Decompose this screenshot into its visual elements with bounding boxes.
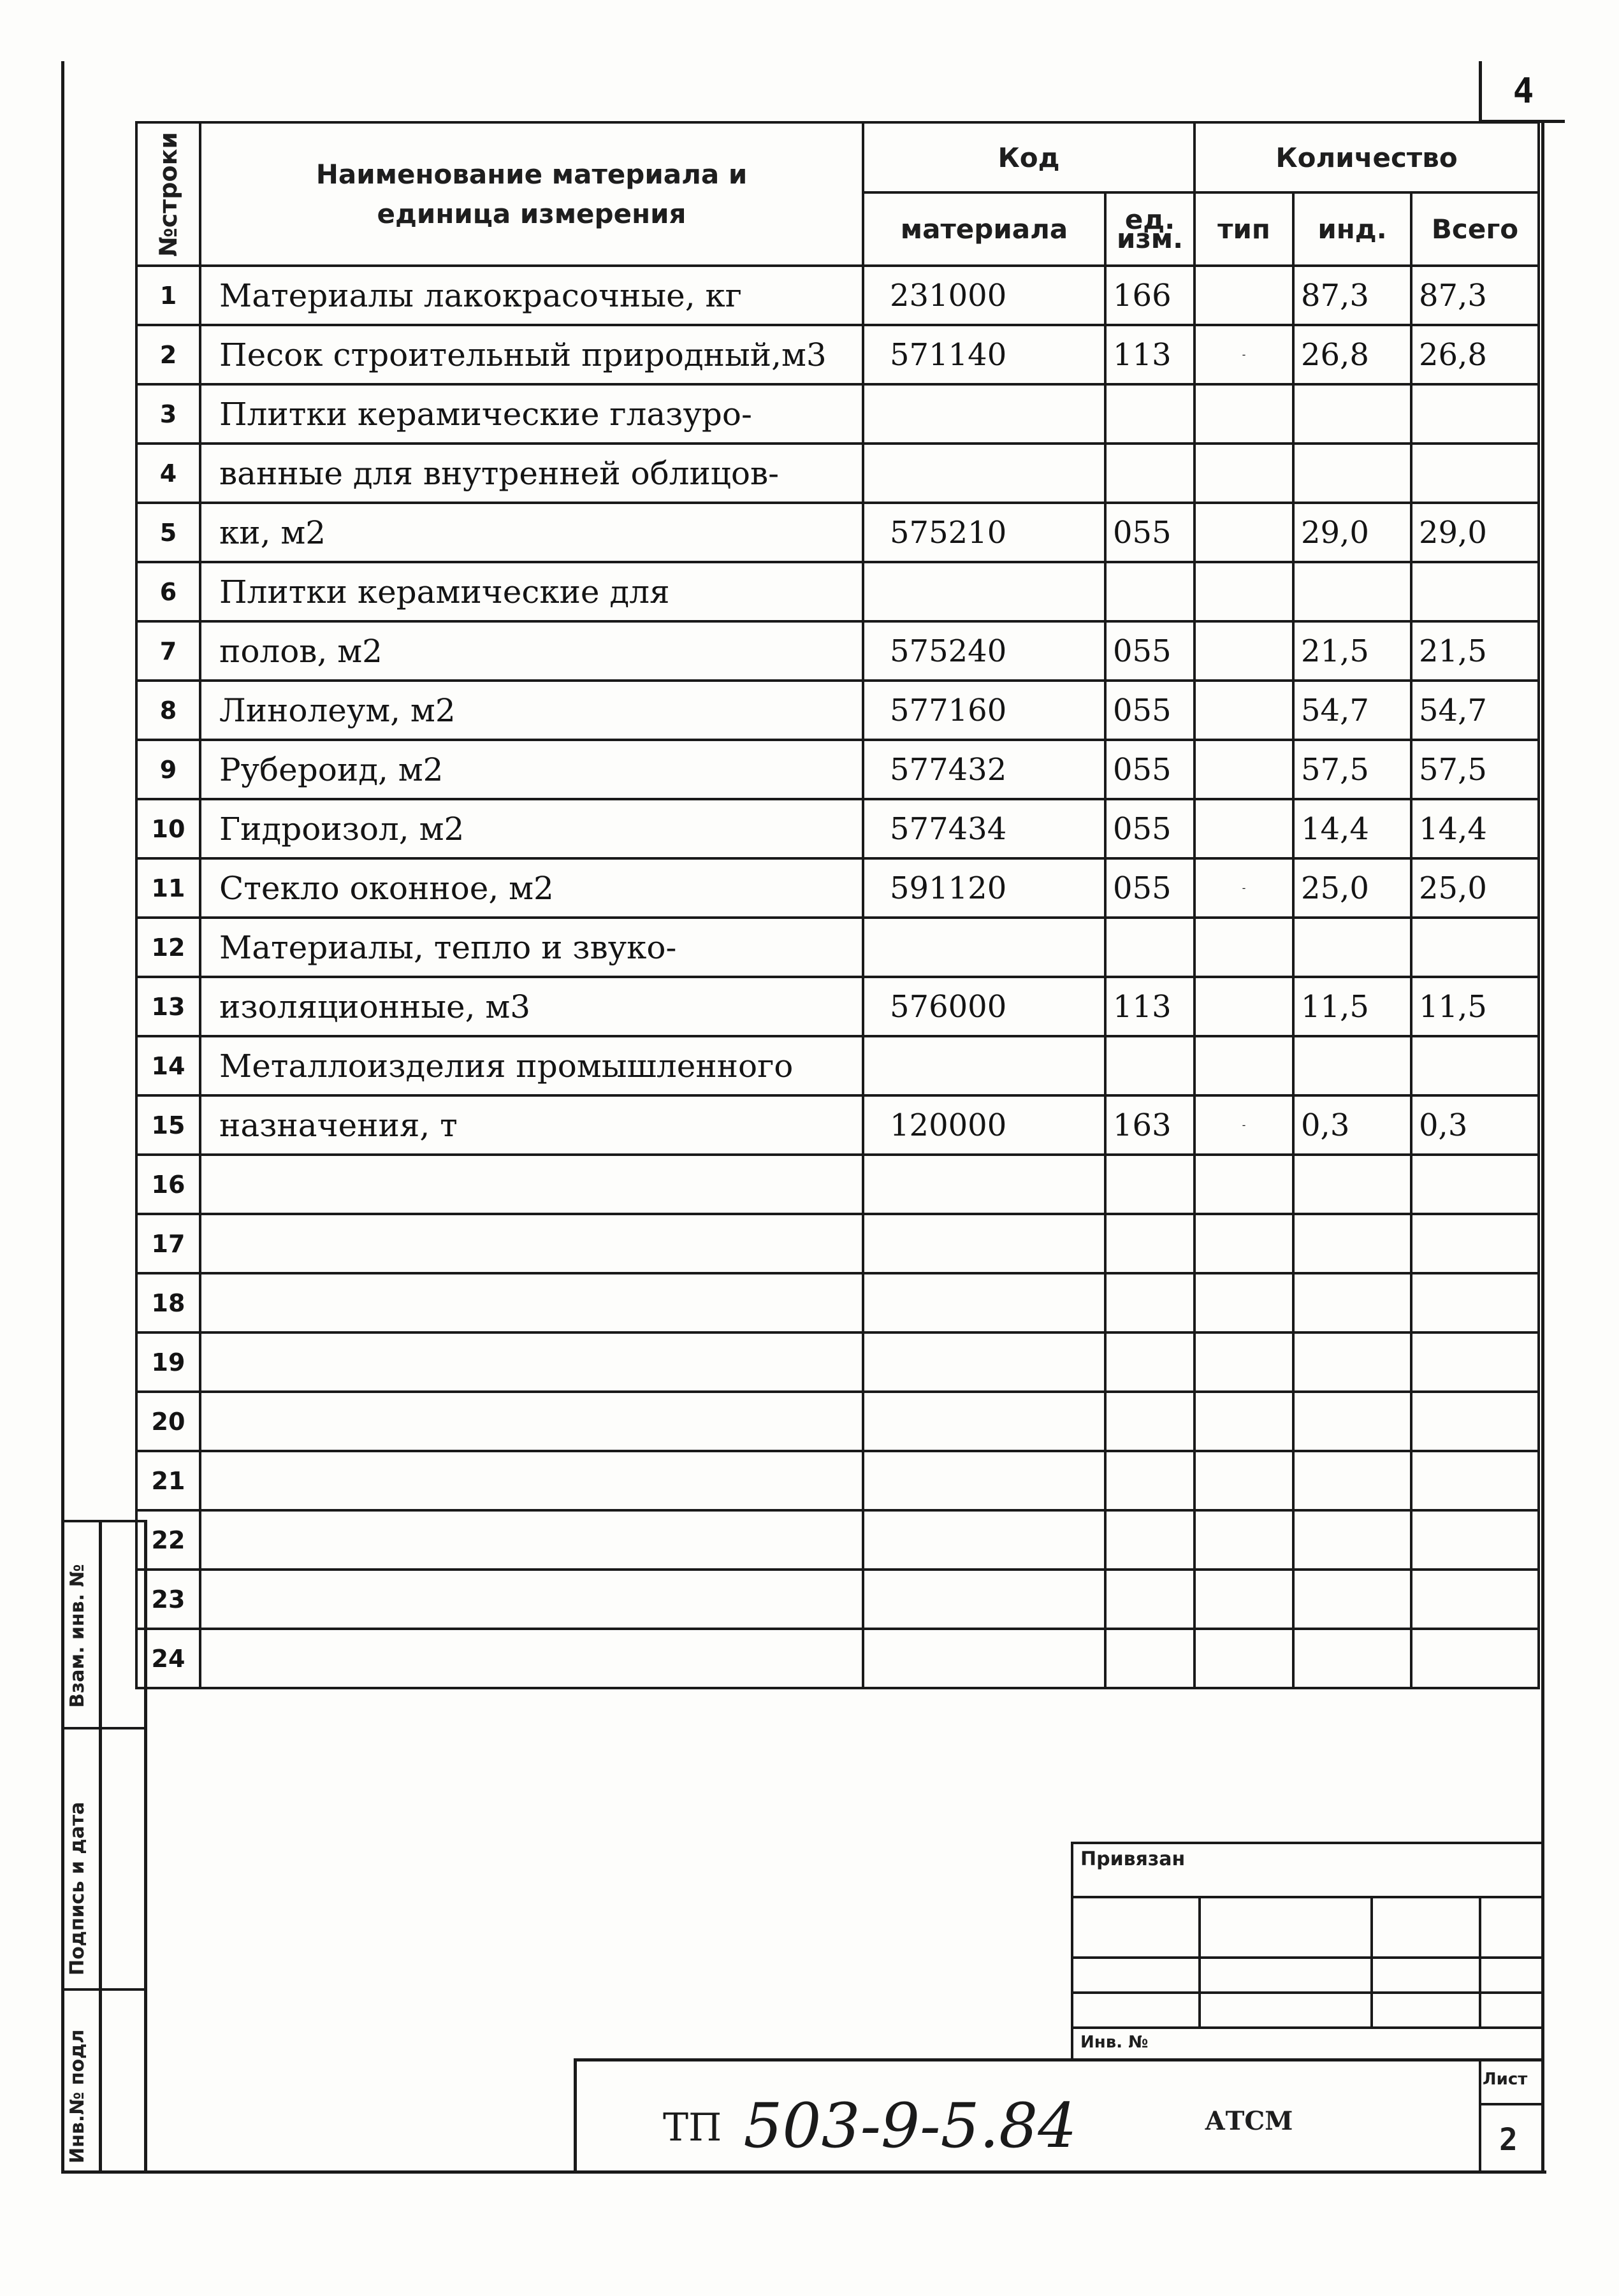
unit-code-cell: 055 (1105, 799, 1194, 858)
material-name-cell: Материалы лакокрасочные, кг (200, 266, 863, 325)
unit-code-cell: 166 (1105, 266, 1194, 325)
binding-row-line (1071, 1956, 1543, 1959)
qty-type-cell: - (1194, 325, 1293, 384)
qty-type-cell: - (1194, 1095, 1293, 1155)
row-number-cell: 18 (136, 1273, 200, 1332)
qty-total-cell: 0,3 (1411, 1095, 1539, 1155)
inv-no-orig-label: Инв.№ подл (66, 2029, 89, 2163)
material-code-cell (863, 1451, 1105, 1510)
material-code-cell (863, 1510, 1105, 1570)
table-row (136, 858, 1539, 918)
material-name-header: Наименование материала и единица измерения (200, 122, 863, 266)
qty-ind-cell: 0,3 (1293, 1095, 1411, 1155)
unit-code-cell: 055 (1105, 858, 1194, 918)
unit-code-header: ед. изм. (1105, 192, 1194, 266)
qty-type-cell (1194, 621, 1293, 681)
qty-type-cell (1194, 503, 1293, 562)
unit-code-cell: 055 (1105, 740, 1194, 799)
qty-ind-cell (1293, 1155, 1411, 1214)
unit-code-cell (1105, 1451, 1194, 1510)
material-code-cell (863, 1155, 1105, 1214)
material-name-cell: назначения, т (200, 1095, 863, 1155)
material-code-cell (863, 1570, 1105, 1629)
material-name-cell (200, 1451, 863, 1510)
qty-total-cell (1411, 384, 1539, 444)
unit-code-cell: 055 (1105, 681, 1194, 740)
qty-type-cell (1194, 1273, 1293, 1332)
table-row (136, 1214, 1539, 1273)
qty-ind-cell (1293, 1451, 1411, 1510)
material-code-cell (863, 1332, 1105, 1392)
table-row (136, 799, 1539, 858)
qty-total-cell (1411, 1332, 1539, 1392)
table-row (136, 325, 1539, 384)
row-number-cell: 7 (136, 621, 200, 681)
unit-code-cell: 055 (1105, 621, 1194, 681)
inv-label: Инв. № (1080, 2033, 1149, 2052)
qty-total-cell: 26,8 (1411, 325, 1539, 384)
stamp-divider (61, 1520, 147, 1522)
material-code-cell: 231000 (863, 266, 1105, 325)
sheet-number: 2 (1499, 2122, 1518, 2158)
material-name-cell (200, 1570, 863, 1629)
unit-code-cell (1105, 1155, 1194, 1214)
table-row (136, 503, 1539, 562)
material-code-cell: 577160 (863, 681, 1105, 740)
qty-ind-cell: 11,5 (1293, 977, 1411, 1036)
material-name-cell (200, 1155, 863, 1214)
row-number-cell: 12 (136, 918, 200, 977)
table-row (136, 1332, 1539, 1392)
stamp-column-line (99, 1520, 102, 2173)
table-row (136, 918, 1539, 977)
table-row (136, 444, 1539, 503)
qty-total-cell: 21,5 (1411, 621, 1539, 681)
unit-code-cell (1105, 918, 1194, 977)
table-row (136, 1510, 1539, 1570)
row-number-cell: 21 (136, 1451, 200, 1510)
table-row (136, 1273, 1539, 1332)
sheet-label: Лист (1483, 2070, 1528, 2089)
table-row (136, 1629, 1539, 1688)
qty-ind-cell: 54,7 (1293, 681, 1411, 740)
material-code-cell (863, 1629, 1105, 1688)
qty-type-cell (1194, 1036, 1293, 1095)
qty-type-cell: - (1194, 858, 1293, 918)
code-group-header: Код (863, 122, 1194, 192)
table-row (136, 266, 1539, 325)
page-number: 4 (1479, 61, 1565, 123)
qty-type-cell (1194, 444, 1293, 503)
material-code-cell (863, 1273, 1105, 1332)
qty-ind-cell (1293, 1570, 1411, 1629)
unit-code-cell (1105, 1510, 1194, 1570)
frame-left-line (61, 61, 64, 2170)
qty-total-cell (1411, 562, 1539, 621)
table-row (136, 621, 1539, 681)
binding-row-line (1071, 1991, 1543, 1994)
qty-type-cell (1194, 977, 1293, 1036)
qty-type-cell (1194, 562, 1293, 621)
material-name-cell (200, 1214, 863, 1273)
qty-ind-cell: 29,0 (1293, 503, 1411, 562)
binding-col-line (1198, 1896, 1201, 2026)
binding-left-line (1071, 1842, 1073, 2058)
table-row (136, 1155, 1539, 1214)
table-row (136, 384, 1539, 444)
unit-code-cell (1105, 1570, 1194, 1629)
qty-total-cell: 11,5 (1411, 977, 1539, 1036)
quantity-group-header: Количество (1194, 122, 1539, 192)
material-name-cell: Плитки керамические для (200, 562, 863, 621)
row-number-cell: 10 (136, 799, 200, 858)
unit-code-cell (1105, 1392, 1194, 1451)
table-row (136, 1451, 1539, 1510)
material-name-cell: Песок строительный природный,м3 (200, 325, 863, 384)
row-number-cell: 9 (136, 740, 200, 799)
qty-total-cell (1411, 1392, 1539, 1451)
material-code-cell (863, 384, 1105, 444)
qty-ind-cell (1293, 562, 1411, 621)
material-name-cell: полов, м2 (200, 621, 863, 681)
material-name-cell: Стекло оконное, м2 (200, 858, 863, 918)
section-code: АТСМ (1205, 2106, 1293, 2136)
qty-ind-cell: 26,8 (1293, 325, 1411, 384)
qty-total-cell: 57,5 (1411, 740, 1539, 799)
binding-row-line (1071, 2026, 1543, 2029)
stamp-top-line (574, 2058, 1543, 2061)
frame-bottom-line (61, 2170, 1546, 2174)
qty-total-cell (1411, 1155, 1539, 1214)
qty-total-cell (1411, 1036, 1539, 1095)
qty-type-cell (1194, 266, 1293, 325)
qty-type-cell (1194, 681, 1293, 740)
row-number-cell: 6 (136, 562, 200, 621)
row-number-cell: 16 (136, 1155, 200, 1214)
qty-type-cell (1194, 1392, 1293, 1451)
row-number-cell: 3 (136, 384, 200, 444)
document-prefix: ТП (663, 2105, 722, 2150)
material-code-cell (863, 1214, 1105, 1273)
table-row (136, 1570, 1539, 1629)
qty-type-cell (1194, 1629, 1293, 1688)
qty-ind-cell (1293, 1510, 1411, 1570)
table-row (136, 562, 1539, 621)
qty-type-cell (1194, 384, 1293, 444)
qty-ind-cell: 21,5 (1293, 621, 1411, 681)
material-name-cell: Гидроизол, м2 (200, 799, 863, 858)
qty-type-cell (1194, 1214, 1293, 1273)
qty-ind-cell: 25,0 (1293, 858, 1411, 918)
unit-code-cell: 113 (1105, 977, 1194, 1036)
qty-total-header: Всего (1411, 192, 1539, 266)
qty-total-cell: 87,3 (1411, 266, 1539, 325)
qty-type-cell (1194, 1332, 1293, 1392)
material-code-cell: 575240 (863, 621, 1105, 681)
row-number-cell: 22 (136, 1510, 200, 1570)
unit-code-cell: 163 (1105, 1095, 1194, 1155)
qty-total-cell: 25,0 (1411, 858, 1539, 918)
material-name-cell: Плитки керамические глазуро- (200, 384, 863, 444)
qty-ind-cell: 87,3 (1293, 266, 1411, 325)
materials-table (135, 121, 1540, 1689)
qty-total-cell: 29,0 (1411, 503, 1539, 562)
unit-code-cell (1105, 384, 1194, 444)
row-number-cell: 13 (136, 977, 200, 1036)
sheet-box-divider (1479, 2103, 1543, 2105)
binding-row-line (1071, 1896, 1543, 1898)
row-number-cell: 24 (136, 1629, 200, 1688)
unit-code-cell (1105, 1332, 1194, 1392)
material-name-cell (200, 1332, 863, 1392)
row-number-cell: 15 (136, 1095, 200, 1155)
table-row (136, 681, 1539, 740)
material-code-cell: 575210 (863, 503, 1105, 562)
qty-total-cell (1411, 1629, 1539, 1688)
qty-ind-cell (1293, 444, 1411, 503)
material-code-cell (863, 444, 1105, 503)
qty-type-cell (1194, 1510, 1293, 1570)
row-number-cell: 11 (136, 858, 200, 918)
qty-total-cell (1411, 1273, 1539, 1332)
qty-total-cell (1411, 1510, 1539, 1570)
material-code-cell: 577432 (863, 740, 1105, 799)
qty-total-cell: 54,7 (1411, 681, 1539, 740)
row-number-cell: 17 (136, 1214, 200, 1273)
qty-ind-cell (1293, 1214, 1411, 1273)
material-name-cell: Материалы, тепло и звуко- (200, 918, 863, 977)
binding-col-line (1479, 1896, 1481, 2026)
unit-code-cell (1105, 1214, 1194, 1273)
table-row (136, 740, 1539, 799)
qty-type-cell (1194, 1570, 1293, 1629)
signature-date-label: Подпись и дата (66, 1801, 89, 1975)
qty-total-cell: 14,4 (1411, 799, 1539, 858)
row-number-cell: 2 (136, 325, 200, 384)
qty-type-cell (1194, 740, 1293, 799)
qty-ind-header: инд. (1293, 192, 1411, 266)
qty-ind-cell (1293, 1036, 1411, 1095)
binding-top-line (1071, 1842, 1543, 1844)
unit-code-cell (1105, 562, 1194, 621)
material-code-header: материала (863, 192, 1105, 266)
table-row (136, 977, 1539, 1036)
qty-ind-cell (1293, 918, 1411, 977)
stamp-column-line-outer (144, 1520, 147, 2173)
material-code-cell: 576000 (863, 977, 1105, 1036)
unit-code-cell (1105, 1629, 1194, 1688)
qty-total-cell (1411, 1570, 1539, 1629)
material-name-cell: ки, м2 (200, 503, 863, 562)
material-code-cell: 571140 (863, 325, 1105, 384)
material-code-cell (863, 1392, 1105, 1451)
qty-ind-cell (1293, 384, 1411, 444)
stamp-divider (61, 1988, 147, 1991)
stamp-divider (61, 1727, 147, 1729)
material-name-cell: изоляционные, м3 (200, 977, 863, 1036)
binding-col-line (1370, 1896, 1373, 2026)
row-number-cell: 23 (136, 1570, 200, 1629)
row-number-cell: 8 (136, 681, 200, 740)
row-number-cell: 20 (136, 1392, 200, 1451)
material-name-cell: Линолеум, м2 (200, 681, 863, 740)
document-number: 503-9-5.84 (743, 2090, 1077, 2162)
material-code-cell (863, 1036, 1105, 1095)
table-row (136, 1095, 1539, 1155)
qty-total-cell (1411, 1451, 1539, 1510)
qty-ind-cell (1293, 1392, 1411, 1451)
qty-type-cell (1194, 799, 1293, 858)
row-number-header: №строки (136, 122, 200, 266)
unit-code-cell (1105, 444, 1194, 503)
qty-ind-cell: 14,4 (1293, 799, 1411, 858)
material-name-cell (200, 1510, 863, 1570)
frame-right-line (1541, 121, 1544, 2173)
material-name-cell: Рубероид, м2 (200, 740, 863, 799)
qty-ind-cell: 57,5 (1293, 740, 1411, 799)
qty-total-cell (1411, 444, 1539, 503)
table-row (136, 1392, 1539, 1451)
unit-code-cell: 113 (1105, 325, 1194, 384)
unit-code-cell (1105, 1036, 1194, 1095)
qty-ind-cell (1293, 1629, 1411, 1688)
stamp-left-line (574, 2058, 577, 2173)
material-name-cell: ванные для внутренней облицов- (200, 444, 863, 503)
qty-ind-cell (1293, 1332, 1411, 1392)
row-number-cell: 4 (136, 444, 200, 503)
material-name-cell (200, 1273, 863, 1332)
material-code-cell: 591120 (863, 858, 1105, 918)
document-code (663, 2090, 1077, 2162)
unit-code-cell (1105, 1273, 1194, 1332)
row-number-cell: 14 (136, 1036, 200, 1095)
unit-code-cell: 055 (1105, 503, 1194, 562)
sheet-box-line (1479, 2058, 1481, 2173)
table-row (136, 1036, 1539, 1095)
material-code-cell: 120000 (863, 1095, 1105, 1155)
qty-ind-cell (1293, 1273, 1411, 1332)
material-name-cell: Металлоизделия промышленного (200, 1036, 863, 1095)
material-name-cell (200, 1629, 863, 1688)
qty-total-cell (1411, 1214, 1539, 1273)
material-code-cell: 577434 (863, 799, 1105, 858)
qty-type-cell (1194, 918, 1293, 977)
qty-type-cell (1194, 1451, 1293, 1510)
row-number-cell: 5 (136, 503, 200, 562)
material-name-cell (200, 1392, 863, 1451)
row-number-cell: 19 (136, 1332, 200, 1392)
material-code-cell (863, 562, 1105, 621)
qty-total-cell (1411, 918, 1539, 977)
qty-type-header: тип (1194, 192, 1293, 266)
replaces-inv-label: Взам. инв. № (66, 1564, 89, 1708)
material-code-cell (863, 918, 1105, 977)
row-number-cell: 1 (136, 266, 200, 325)
qty-type-cell (1194, 1155, 1293, 1214)
binding-label: Привязан (1080, 1848, 1186, 1870)
